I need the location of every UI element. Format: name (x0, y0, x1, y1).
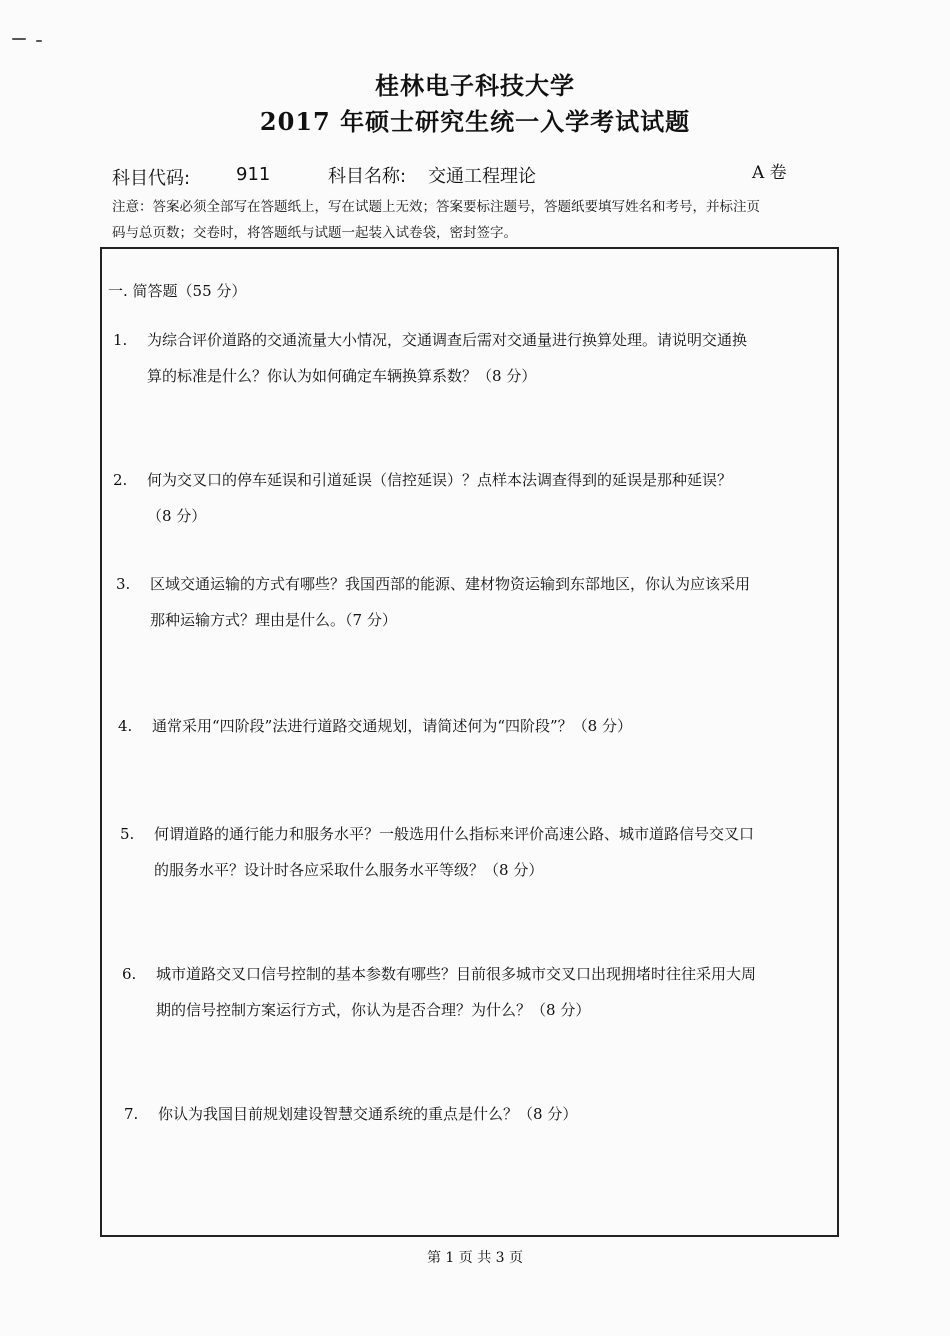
question-number: 2. (113, 471, 128, 489)
question-text: 何谓道路的通行能力和服务水平？一般选用什么指标来评价高速公路、城市道路信号交叉口 (154, 825, 755, 843)
question-number: 4. (118, 717, 133, 735)
exam-notice (112, 194, 832, 246)
question-text: 你认为我国目前规划建设智慧交通系统的重点是什么？（8 分） (158, 1105, 578, 1123)
scan-mark (36, 40, 42, 42)
question-text: 算的标准是什么？你认为如何确定车辆换算系数？（8 分） (147, 367, 537, 385)
question-number: 6. (122, 965, 137, 983)
question-text: 何为交叉口的停车延误和引道延误（信控延误）？点样本法调查得到的延误是那种延误？ (147, 471, 733, 489)
subject-name-label: 科目名称: (328, 166, 407, 187)
page-footer: 第 1 页 共 3 页 (426, 1250, 524, 1266)
paper-version-label: A 卷 (752, 163, 787, 183)
subject-name-value: 交通工程理论 (428, 166, 536, 187)
question-text: 通常采用“四阶段”法进行道路交通规划，请简述何为“四阶段”？（8 分） (152, 717, 632, 735)
notice-line: 注意：答案必须全部写在答题纸上，写在试题上无效；答案要标注题号，答题纸要填写姓名和考号，并标注页 (112, 199, 760, 215)
question-text: （8 分） (147, 507, 207, 525)
question-text: 的服务水平？设计时各应采取什么服务水平等级？（8 分） (154, 861, 544, 879)
question-text: 区域交通运输的方式有哪些？我国西部的能源、建材物资运输到东部地区，你认为应该采用 (150, 575, 751, 593)
question-text: 那种运输方式？理由是什么。（7 分） (150, 611, 397, 629)
university-title: 桂林电子科技大学 (375, 71, 575, 100)
question-number: 1. (113, 331, 128, 349)
subject-code-label: 科目代码: (112, 168, 191, 189)
question-text: 城市道路交叉口信号控制的基本参数有哪些？目前很多城市交叉口出现拥堵时往往采用大周 (156, 965, 757, 983)
subject-code-value: 911 (236, 164, 271, 185)
question-text: 为综合评价道路的交通流量大小情况，交通调查后需对交通量进行换算处理。请说明交通换 (147, 331, 748, 349)
question-text: 期的信号控制方案运行方式，你认为是否合理？为什么？（8 分） (156, 1001, 591, 1019)
section-heading: 一. 简答题（55 分） (108, 282, 247, 300)
notice-line: 码与总页数；交卷时，将答题纸与试题一起装入试卷袋，密封签字。 (112, 225, 517, 241)
scan-mark (12, 38, 26, 40)
exam-title: 2017 年硕士研究生统一入学考试试题 (259, 107, 691, 136)
question-number: 5. (120, 825, 135, 843)
question-number: 3. (116, 575, 131, 593)
question-number: 7. (124, 1105, 139, 1123)
